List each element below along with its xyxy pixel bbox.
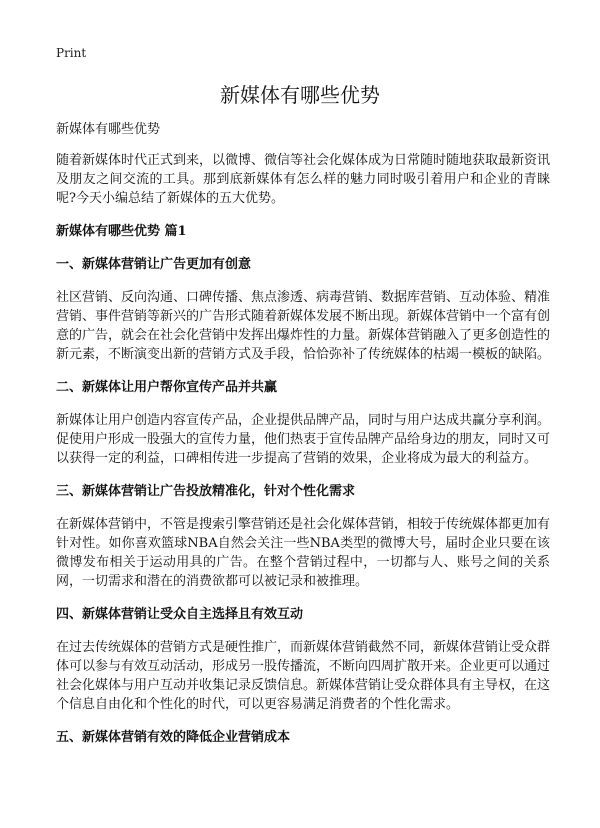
section-heading-5: 五、新媒体营销有效的降低企业营销成本 (56, 730, 291, 745)
document-body (56, 120, 550, 761)
document-title: 新媒体有哪些优势 (220, 83, 380, 107)
section-heading-2: 二、新媒体让用户帮你宣传产品并共赢 (56, 380, 278, 395)
document-subtitle: 新媒体有哪些优势 (56, 122, 161, 137)
print-link[interactable]: Print (56, 46, 87, 60)
section-body-1: 社区营销、反向沟通、口碑传播、焦点渗透、病毒营销、数据库营销、互动体验、精准营销、事件营销等新兴的广告形式随着新媒体发展不断出现。新媒体营销中一个富有创意的广告，就会在社会化营销中发挥出爆炸性的力量。新媒体营销融入了更多创造性的新元素，不断演变出新的营销方式及手段，恰恰弥补了传统媒体的枯竭一模板的缺陷。 (56, 290, 551, 362)
intro-paragraph: 随着新媒体时代正式到来，以微博、微信等社会化媒体成为日常随时随地获取最新资讯及朋友之间交流的工具。那到底新媒体有怎么样的魅力同时吸引着用户和企业的青睐呢?今天小编总结了新媒体的五大优势。 (56, 153, 551, 206)
part-heading: 新媒体有哪些优势 篇1 (56, 224, 187, 239)
section-body-4: 在过去传统媒体的营销方式是硬性推广，而新媒体营销截然不同，新媒体营销让受众群体可以参与有效互动活动，形成另一股传播流，不断向四周扩散开来。企业更可以通过社会化媒体与用户互动并收集记录反馈信息。新媒体营销让受众群体具有主导权，在这个信息自由化和个性化的时代，可以更容易满足消费者的个性化需求。 (56, 640, 551, 712)
section-heading-3: 三、新媒体营销让广告投放精准化，针对个性化需求 (56, 484, 356, 499)
section-heading-1: 一、新媒体营销让广告更加有创意 (56, 257, 252, 272)
section-heading-4: 四、新媒体营销让受众自主选择且有效互动 (56, 607, 304, 622)
section-body-3: 在新媒体营销中，不管是搜索引擎营销还是社会化媒体营销，相较于传统媒体都更加有针对性。如你喜欢篮球NBA自然会关注一些NBA类型的微博大号，届时企业只要在该微博发布相关于运动用具的广告。在整个营销过程中，一切都与人、账号之间的关系网，一切需求和潜在的消费欲都可以被记录和被推理。 (56, 517, 551, 589)
section-body-2: 新媒体让用户创造内容宣传产品，企业提供品牌产品，同时与用户达成共赢分享利润。促使用户形成一股强大的宣传力量，他们热衷于宣传品牌产品给身边的朋友，同时又可以获得一定的利益，口碑相传进一步提高了营销的效果，企业将成为最大的利益方。 (56, 413, 551, 466)
